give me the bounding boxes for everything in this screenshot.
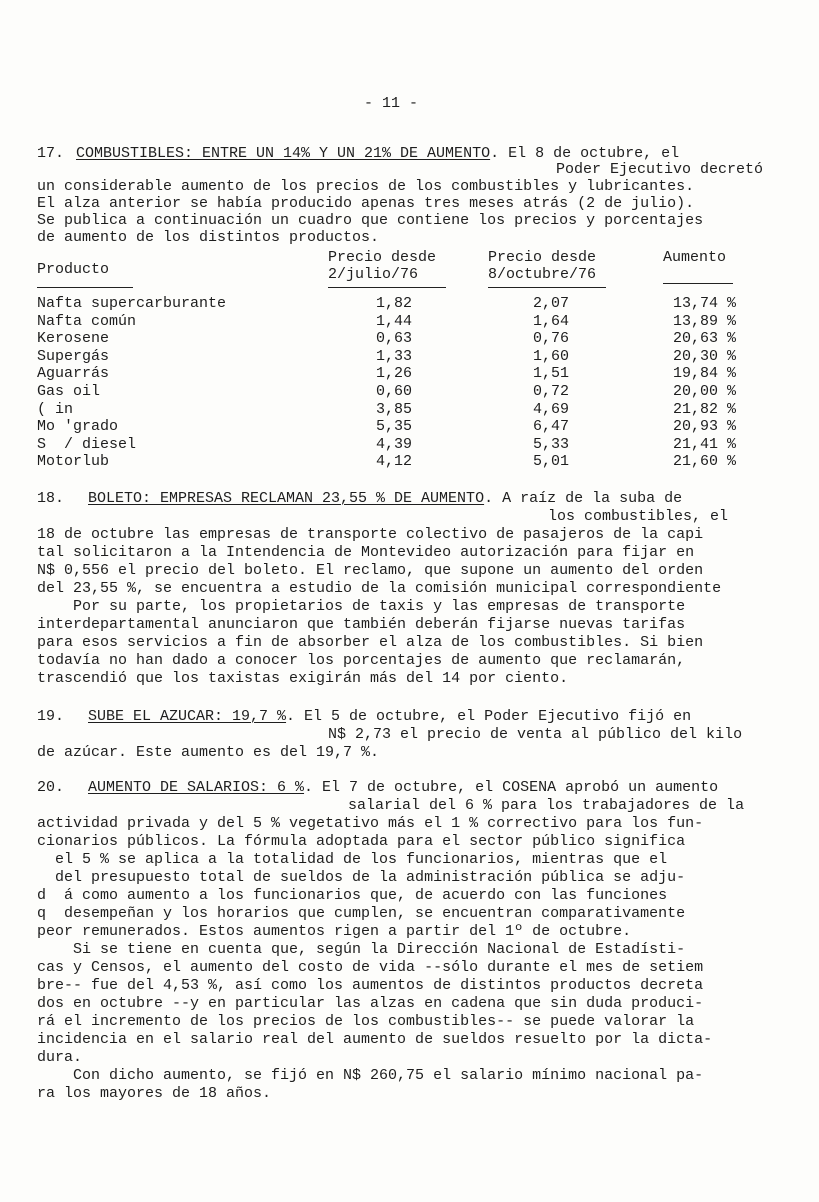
table-cell-increase: 20,93 %: [672, 418, 736, 435]
table-cell-product: Kerosene: [37, 330, 110, 347]
table-cell-increase: 20,00 %: [672, 383, 736, 400]
section-20-line: cas y Censos, el aumento del costo de vida --sólo durante el mes de setiem: [37, 959, 704, 976]
section-20-line: el 5 % se aplica a la totalidad de los funcionarios, mientras que el: [37, 851, 668, 868]
table-rule: [328, 287, 446, 288]
section-20-line: rá el incremento de los precios de los combustibles-- se puede valorar la: [37, 1013, 695, 1030]
table-cell-price-july: 4,39: [375, 436, 412, 453]
section-19-line: N$ 2,73 el precio de venta al público del kilo: [328, 726, 743, 743]
section-19-heading: SUBE EL AZUCAR: 19,7 %: [88, 708, 287, 725]
table-cell-price-october: 0,76: [532, 330, 569, 347]
section-17-line: Poder Ejecutivo decretó: [556, 161, 764, 178]
section-18-heading: BOLETO: EMPRESAS RECLAMAN 23,55 % DE AUMENTO: [88, 490, 485, 507]
section-20-number: 20.: [37, 779, 65, 796]
table-cell-product: Aguarrás: [37, 365, 110, 382]
col-header-from-line2: 2/julio/76: [328, 266, 419, 283]
col-header-from-line1: Precio desde: [328, 249, 437, 266]
table-cell-increase: 21,60 %: [672, 453, 736, 470]
section-19-lead: . El 5 de octubre, el Poder Ejecutivo fijó en: [286, 708, 692, 725]
section-17-number: 17.: [37, 145, 65, 162]
section-18-line: los combustibles, el: [548, 508, 729, 525]
section-18-line: Por su parte, los propietarios de taxis y las empresas de transporte: [37, 598, 686, 615]
table-cell-product: Motorlub: [37, 453, 110, 470]
table-cell-price-october: 4,69: [532, 401, 569, 418]
table-cell-price-october: 0,72: [532, 383, 569, 400]
section-20-heading: AUMENTO DE SALARIOS: 6 %: [88, 779, 305, 796]
section-20-line: q desempeñan y los horarios que cumplen, se encuentran comparativamente: [37, 905, 686, 922]
section-18-line: interdepartamental anunciaron que también deberán fijarse nuevas tarifas: [37, 616, 686, 633]
section-20-line: incidencia en el salario real del aumento de sueldos resuelto por la dicta-: [37, 1031, 713, 1048]
section-20-line: cionarios públicos. La fórmula adoptada para el sector público significa: [37, 833, 686, 850]
table-cell-product: Nafta supercarburante: [37, 295, 227, 312]
section-18-number: 18.: [37, 490, 65, 507]
section-18-lead: . A raíz de la suba de: [484, 490, 683, 507]
section-20-line: dura.: [37, 1049, 83, 1066]
table-cell-price-july: 5,35: [375, 418, 412, 435]
table-cell-price-july: 0,63: [375, 330, 412, 347]
table-rule: [663, 283, 733, 284]
table-rule: [488, 287, 606, 288]
table-cell-price-october: 2,07: [532, 295, 569, 312]
table-cell-increase: 21,82 %: [672, 401, 736, 418]
section-17-heading: COMBUSTIBLES: ENTRE UN 14% Y UN 21% DE AUMENTO: [76, 145, 491, 162]
section-20-line: actividad privada y del 5 % vegetativo más el 1 % correctivo para los fun-: [37, 815, 704, 832]
section-20-line: del presupuesto total de sueldos de la administración pública se adju-: [37, 869, 686, 886]
section-18-line: para esos servicios a fin de absorber el alza de los combustibles. Si bien: [37, 634, 704, 651]
section-20-line: ra los mayores de 18 años.: [37, 1085, 272, 1102]
section-18-line: trascendió que los taxistas exigirán más del 14 por ciento.: [37, 670, 569, 687]
section-20-lead: . El 7 de octubre, el COSENA aprobó un aumento: [304, 779, 719, 796]
section-18-line: tal solicitaron a la Intendencia de Montevideo autorización para fijar en: [37, 544, 695, 561]
table-cell-product: Gas oil: [37, 383, 101, 400]
table-rule: [37, 287, 133, 288]
section-18-line: 18 de octubre las empresas de transporte colectivo de pasajeros de la capi: [37, 526, 704, 543]
page-number: - 11 -: [364, 95, 419, 112]
table-cell-price-july: 1,82: [375, 295, 412, 312]
table-cell-product: S / diesel: [37, 436, 137, 453]
table-cell-product: Supergás: [37, 348, 110, 365]
section-18-line: del 23,55 %, se encuentra a estudio de la comisión municipal correspondiente: [37, 580, 722, 597]
section-20-line: Con dicho aumento, se fijó en N$ 260,75 el salario mínimo nacional pa-: [37, 1067, 704, 1084]
table-cell-increase: 20,30 %: [672, 348, 736, 365]
section-17-line: Se publica a continuación un cuadro que contiene los precios y porcentajes: [37, 212, 704, 229]
table-cell-increase: 19,84 %: [672, 365, 736, 382]
table-cell-price-july: 1,26: [375, 365, 412, 382]
table-cell-price-july: 4,12: [375, 453, 412, 470]
section-20-line: dos en octubre --y en particular las alzas en cadena que sin duda produci-: [37, 995, 704, 1012]
section-18-line: todavía no han dado a conocer los porcentajes de aumento que reclamarán,: [37, 652, 686, 669]
table-cell-price-july: 3,85: [375, 401, 412, 418]
table-cell-price-july: 1,33: [375, 348, 412, 365]
section-20-line: Si se tiene en cuenta que, según la Dirección Nacional de Estadísti-: [37, 941, 686, 958]
table-cell-product: ( in: [37, 401, 74, 418]
table-cell-price-october: 5,01: [532, 453, 569, 470]
table-cell-increase: 20,63 %: [672, 330, 736, 347]
table-cell-product: Mo 'grado: [37, 418, 119, 435]
section-18-line: N$ 0,556 el precio del boleto. El reclamo, que supone un aumento del orden: [37, 562, 704, 579]
col-header-increase: Aumento: [663, 249, 727, 266]
table-cell-increase: 13,74 %: [672, 295, 736, 312]
col-header-to-line1: Precio desde: [488, 249, 597, 266]
section-20-line: salarial del 6 % para los trabajadores de la: [348, 797, 745, 814]
section-17-line: de aumento de los distintos productos.: [37, 229, 380, 246]
section-20-line: d á como aumento a los funcionarios que, de acuerdo con las funciones: [37, 887, 668, 904]
table-cell-product: Nafta común: [37, 313, 137, 330]
table-cell-price-july: 1,44: [375, 313, 412, 330]
section-17-line: un considerable aumento de los precios de los combustibles y lubricantes.: [37, 178, 695, 195]
table-cell-price-october: 1,51: [532, 365, 569, 382]
table-cell-increase: 13,89 %: [672, 313, 736, 330]
col-header-product: Producto: [37, 261, 110, 278]
section-19-line: de azúcar. Este aumento es del 19,7 %.: [37, 744, 380, 761]
section-17-line: El alza anterior se había producido apenas tres meses atrás (2 de julio).: [37, 195, 695, 212]
col-header-to-line2: 8/octubre/76: [488, 266, 597, 283]
table-cell-price-july: 0,60: [375, 383, 412, 400]
table-cell-price-october: 1,60: [532, 348, 569, 365]
section-20-line: peor remunerados. Estos aumentos rigen a partir del 1º de octubre.: [37, 923, 632, 940]
table-cell-increase: 21,41 %: [672, 436, 736, 453]
section-19-number: 19.: [37, 708, 65, 725]
section-17-lead: . El 8 de octubre, el: [490, 145, 680, 162]
table-cell-price-october: 1,64: [532, 313, 569, 330]
table-cell-price-october: 6,47: [532, 418, 569, 435]
table-cell-price-october: 5,33: [532, 436, 569, 453]
section-20-line: bre-- fue del 4,53 %, así como los aumentos de distintos productos decreta: [37, 977, 704, 994]
